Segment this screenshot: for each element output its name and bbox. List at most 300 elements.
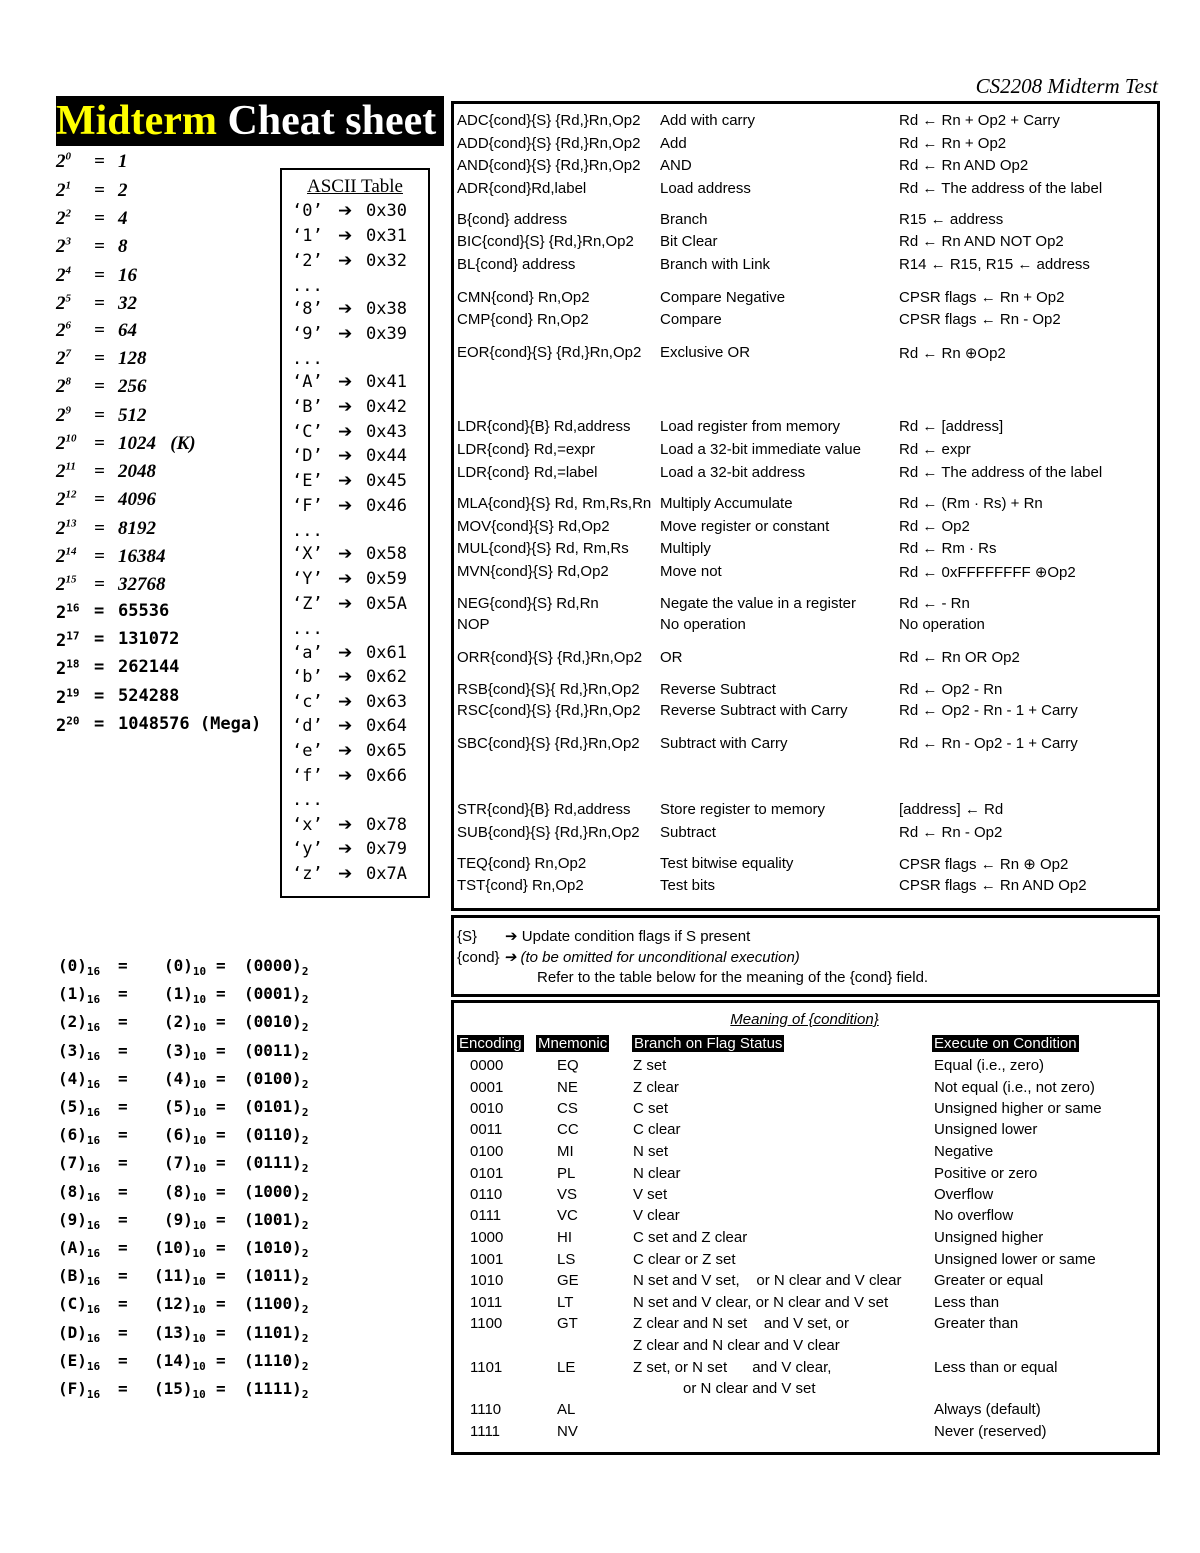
instruction-operation: Rd ← Rn AND Op2 — [899, 157, 1029, 174]
hex-value: 8 — [173, 1181, 184, 1201]
paren: ( — [164, 1125, 174, 1145]
condition-encoding: 1101 — [470, 1359, 503, 1376]
power-exponent: 12 — [65, 489, 77, 501]
paren: ( — [244, 1209, 254, 1229]
equals-sign: = — [216, 1181, 226, 1201]
arrow-icon: ➔ — [338, 815, 353, 835]
instruction-row — [0, 311, 1200, 331]
base-subscript: 2 — [301, 1049, 309, 1063]
condition-meaning: Never (reserved) — [934, 1423, 1047, 1440]
instruction-syntax: ADC{cond}{S} {Rd,}Rn,Op2 — [457, 112, 641, 129]
instruction-syntax: TEQ{cond} Rn,Op2 — [457, 855, 587, 872]
base-subscript: 16 — [86, 1359, 101, 1373]
instruction-syntax: BL{cond} address — [457, 256, 576, 273]
paren: ) — [292, 1125, 302, 1145]
paren: ( — [58, 1068, 68, 1088]
instruction-operation: Rd ← Rn + Op2 + Carry — [899, 112, 1060, 129]
ascii-char: ‘B’ — [292, 397, 323, 417]
instruction-syntax: CMN{cond} Rn,Op2 — [457, 289, 590, 306]
condition-encoding: 1110 — [470, 1401, 502, 1418]
instruction-row — [0, 233, 1200, 253]
instruction-operation: Rd ← The address of the label — [899, 180, 1103, 197]
equals-sign: = — [94, 657, 105, 677]
hex-value: 10 — [163, 1238, 183, 1257]
arrow-icon: ➔ — [338, 839, 353, 859]
equals-sign: = — [94, 546, 105, 567]
instruction-row — [0, 157, 1200, 177]
arrow-icon: ➔ — [338, 716, 353, 736]
power-value: 524288 — [118, 686, 180, 706]
condition-flag-status: Z set, or N set and V clear, — [633, 1359, 832, 1376]
paren: ) — [183, 1012, 193, 1032]
instruction-description: Exclusive OR — [660, 344, 751, 361]
paren: ( — [58, 1266, 68, 1286]
instruction-description: Bit Clear — [660, 233, 718, 250]
instruction-syntax: EOR{cond}{S} {Rd,}Rn,Op2 — [457, 344, 642, 361]
hex-value: 1 — [67, 984, 78, 1004]
condition-mnemonic: EQ — [557, 1057, 579, 1074]
power-base: $2^7$ — [56, 348, 71, 370]
equals-sign: = — [118, 984, 128, 1004]
paren: ( — [58, 1012, 68, 1032]
condition-mnemonic: GT — [557, 1315, 578, 1332]
ascii-hex: 0x61 — [366, 643, 407, 663]
hex-cell-b — [244, 956, 308, 978]
ascii-char: ‘X’ — [292, 544, 323, 564]
power-value: 256 — [118, 376, 147, 397]
instruction-description: Multiply Accumulate — [660, 495, 793, 512]
power-value: 4 — [118, 208, 128, 229]
hex-value: 5 — [173, 1097, 184, 1116]
hex-value: F — [67, 1379, 78, 1398]
condition-mnemonic: LE — [557, 1359, 576, 1376]
ascii-char: ‘c’ — [292, 692, 323, 712]
instruction-description: Load a 32-bit immediate value — [660, 441, 861, 458]
base-subscript: 2 — [301, 1218, 309, 1232]
ascii-hex: 0x79 — [366, 839, 407, 859]
equals-sign: = — [94, 405, 105, 426]
instruction-description: Test bits — [660, 877, 716, 894]
paren: ( — [154, 1294, 164, 1314]
condition-flag-status: N clear — [633, 1165, 681, 1182]
paren: ( — [164, 1012, 174, 1032]
ascii-char: ‘Z’ — [292, 594, 323, 614]
instruction-description: Add with carry — [660, 112, 756, 129]
power-exponent: 1 — [65, 180, 71, 192]
ascii-char: ... — [292, 790, 323, 810]
ascii-char: ‘9’ — [292, 324, 323, 344]
ascii-hex: 0x5A — [366, 594, 407, 614]
base-subscript: 16 — [86, 1331, 101, 1345]
paren: ) — [292, 1322, 302, 1342]
base-subscript: 10 — [192, 1388, 206, 1402]
instruction-operation: Rd ← Op2 - Rn - 1 + Carry — [899, 702, 1078, 719]
power-exponent: 0 — [65, 151, 71, 163]
base-subscript: 2 — [301, 1106, 309, 1120]
instruction-description: Store register to memory — [660, 801, 826, 818]
paren: ) — [182, 1266, 193, 1286]
hex-value: 8 — [67, 1181, 78, 1201]
header-execute-condition: Execute on Condition — [934, 1035, 1077, 1052]
paren: ) — [183, 1097, 193, 1116]
condition-row — [0, 1315, 1200, 1335]
instruction-syntax: LDR{cond}{B} Rd,address — [457, 418, 631, 435]
paren: ) — [183, 1153, 193, 1173]
instruction-description: Negate the value in a register — [660, 595, 856, 612]
instruction-operation: CPSR flags ← Rn ⊕ Op2 — [899, 856, 1069, 873]
power-exponent: 9 — [65, 405, 71, 417]
paren: ) — [77, 1294, 87, 1314]
instruction-row — [0, 595, 1200, 615]
condition-encoding: 1011 — [470, 1294, 503, 1311]
power-value: 8 — [118, 236, 128, 257]
paren: ( — [154, 1238, 164, 1257]
equals-sign: = — [118, 1350, 128, 1370]
condition-mnemonic: PL — [557, 1165, 576, 1182]
base-subscript: 10 — [192, 1275, 206, 1289]
instruction-description: Compare Negative — [660, 289, 786, 306]
ascii-char: ‘0’ — [292, 201, 323, 221]
power-value: 2 — [118, 180, 128, 201]
ascii-row — [292, 397, 407, 417]
instruction-operation: Rd ← [address] — [899, 418, 1004, 435]
instruction-description: AND — [660, 157, 692, 174]
base-subscript: 16 — [86, 1021, 101, 1035]
paren: ( — [244, 1238, 254, 1257]
condition-mnemonic: AL — [557, 1401, 576, 1418]
instruction-syntax: MVN{cond}{S} Rd,Op2 — [457, 563, 609, 580]
equals-sign: = — [94, 601, 105, 621]
instruction-syntax: LDR{cond} Rd,=label — [457, 464, 598, 481]
power-value: 16 — [118, 265, 137, 286]
base-subscript: 10 — [192, 1303, 206, 1317]
paren: ) — [182, 1322, 193, 1342]
cond-refer-note: Refer to the table below for the meaning of the {cond} field. — [537, 969, 929, 986]
paren: ) — [182, 1294, 193, 1314]
instruction-description: Load register from memory — [660, 418, 841, 435]
power-exponent: 4 — [65, 265, 71, 277]
paren: ) — [77, 1068, 87, 1088]
base-subscript: 10 — [192, 1331, 206, 1345]
equals-sign: = — [94, 629, 105, 649]
arrow-icon: ➔ — [338, 741, 353, 761]
equals-sign: = — [216, 1209, 226, 1229]
instruction-syntax: B{cond} address — [457, 211, 568, 228]
power-value: 32 — [118, 293, 137, 314]
condition-flag-status: N set and V set, or N clear and V clear — [633, 1272, 902, 1289]
hex-value: 1010 — [253, 1238, 293, 1257]
equals-sign: = — [94, 518, 105, 539]
equals-sign: = — [118, 1068, 128, 1088]
power-value: 1024 (K) — [118, 433, 196, 454]
paren: ) — [77, 1040, 87, 1060]
base-subscript: 16 — [86, 1218, 101, 1232]
condition-encoding: 1111 — [470, 1423, 501, 1440]
paren: ) — [77, 1350, 87, 1370]
condition-mnemonic: MI — [557, 1143, 574, 1160]
ascii-char: ‘C’ — [292, 422, 323, 442]
power-value: 16384 — [118, 546, 166, 567]
instruction-operation: Rd ← Rn AND NOT Op2 — [899, 233, 1064, 250]
base-subscript: 2 — [301, 993, 309, 1007]
instruction-row — [0, 681, 1200, 701]
base-subscript: 2 — [301, 1077, 309, 1091]
paren: ) — [77, 1097, 87, 1116]
power-value: 32768 — [118, 574, 166, 595]
hex-value: 3 — [67, 1040, 78, 1060]
paren: ( — [58, 1097, 68, 1116]
paren: ) — [183, 1040, 193, 1060]
instruction-row — [0, 495, 1200, 515]
paren: ( — [244, 1153, 254, 1173]
paren: ) — [77, 1209, 87, 1229]
ascii-row — [292, 372, 407, 392]
power-exponent: 14 — [65, 546, 77, 558]
power-base: $2^1$ — [56, 180, 71, 202]
instruction-operation: Rd ← Rm · Rs — [899, 540, 997, 557]
instruction-description: Compare — [660, 311, 722, 328]
equals-sign: = — [216, 1040, 226, 1060]
instruction-syntax: SBC{cond}{S} {Rd,}Rn,Op2 — [457, 735, 640, 752]
condition-meaning: Positive or zero — [934, 1165, 1038, 1182]
arrow-icon: ➔ — [338, 594, 353, 614]
paren: ) — [183, 956, 193, 975]
paren: ( — [244, 1379, 254, 1398]
paren: ) — [292, 1012, 302, 1032]
base-subscript: 10 — [192, 1190, 207, 1204]
base-subscript: 10 — [192, 1134, 207, 1148]
condition-meaning: Not equal (i.e., not zero) — [934, 1079, 1095, 1096]
paren: ( — [244, 984, 254, 1004]
instruction-description: Branch — [660, 211, 708, 228]
header-mnemonic: Mnemonic — [538, 1035, 608, 1052]
condition-row — [0, 1229, 1200, 1249]
hex-value: 0110 — [253, 1125, 293, 1145]
condition-row — [0, 1100, 1200, 1120]
ascii-hex: 0x63 — [366, 692, 407, 712]
paren: ( — [164, 1097, 174, 1116]
hex-value: 12 — [163, 1294, 183, 1314]
ascii-char: ‘z’ — [292, 864, 323, 884]
hex-value: 0100 — [253, 1068, 293, 1088]
instruction-syntax: STR{cond}{B} Rd,address — [457, 801, 631, 818]
ascii-char: ‘2’ — [292, 251, 323, 271]
condition-meaning: Overflow — [934, 1186, 994, 1203]
power-exponent: 2 — [65, 208, 71, 220]
instruction-syntax: LDR{cond} Rd,=expr — [457, 441, 596, 458]
ascii-char: ... — [292, 349, 323, 369]
arrow-icon: ➔ — [338, 226, 353, 246]
paren: ) — [182, 1350, 193, 1370]
paren: ( — [58, 1322, 68, 1342]
instruction-row — [0, 256, 1200, 276]
paren: ) — [292, 1209, 302, 1229]
equals-sign: = — [94, 265, 105, 286]
base-subscript: 10 — [192, 1218, 207, 1232]
power-exponent: 17 — [66, 629, 80, 642]
hex-value: 1100 — [253, 1294, 293, 1314]
condition-flag-status: C set and Z clear — [633, 1229, 748, 1246]
equals-sign: = — [216, 1238, 226, 1257]
paren: ( — [244, 1068, 254, 1088]
paren: ) — [183, 1125, 193, 1145]
instruction-description: Reverse Subtract — [660, 681, 776, 698]
equals-sign: = — [118, 1040, 128, 1060]
hex-value: 2 — [67, 1012, 78, 1032]
paren: ( — [244, 1266, 254, 1286]
equals-sign: = — [216, 956, 226, 975]
power-exponent: 18 — [66, 657, 80, 670]
cond-flag-label: {cond} — [457, 949, 500, 966]
instruction-syntax: NEG{cond}{S} Rd,Rn — [457, 595, 599, 612]
instruction-row — [0, 518, 1200, 538]
ascii-char: ‘b’ — [292, 667, 323, 687]
instruction-row — [0, 418, 1200, 438]
ascii-char: ‘8’ — [292, 299, 323, 319]
power-value: 64 — [118, 320, 137, 341]
arrow-icon: ➔ — [338, 667, 353, 687]
cond-flag-note — [457, 948, 800, 966]
paren: ( — [164, 1181, 174, 1201]
instruction-syntax: ORR{cond}{S} {Rd,}Rn,Op2 — [457, 649, 643, 666]
power-exponent: 5 — [65, 293, 71, 305]
equals-sign: = — [118, 1294, 128, 1314]
condition-encoding: 1010 — [470, 1272, 504, 1289]
instruction-row — [0, 702, 1200, 722]
condition-mnemonic: CC — [557, 1121, 579, 1138]
condition-mnemonic: NE — [557, 1079, 578, 1096]
base-subscript: 2 — [301, 1388, 309, 1402]
instruction-syntax: ADD{cond}{S} {Rd,}Rn,Op2 — [457, 135, 641, 152]
equals-sign: = — [94, 208, 105, 229]
ascii-hex: 0x44 — [366, 446, 407, 466]
ascii-row — [292, 766, 407, 786]
power-value: 262144 — [118, 657, 180, 677]
power-base: $2^4$ — [56, 265, 71, 287]
instruction-description: Multiply — [660, 540, 711, 557]
instruction-syntax: MOV{cond}{S} Rd,Op2 — [457, 518, 610, 535]
equals-sign: = — [94, 489, 105, 510]
arrow-icon: ➔ — [338, 324, 353, 344]
condition-mnemonic: VS — [557, 1186, 578, 1203]
hex-value: 3 — [173, 1040, 184, 1060]
hex-value: 0 — [67, 956, 78, 975]
hex-value: 1000 — [253, 1181, 293, 1201]
instruction-syntax: ADR{cond}Rd,label — [457, 180, 587, 197]
ascii-hex: 0x43 — [366, 422, 407, 442]
base-subscript: 2 — [301, 1190, 309, 1204]
paren: ( — [58, 1153, 68, 1173]
instruction-row — [0, 540, 1200, 560]
instruction-row — [0, 877, 1200, 897]
paren: ( — [58, 1294, 68, 1314]
power-exponent: 11 — [65, 461, 76, 473]
equals-sign: = — [118, 1266, 128, 1286]
condition-meaning: Unsigned higher or same — [934, 1100, 1102, 1117]
power-base: $2^{12}$ — [56, 489, 77, 511]
power-value: 2048 — [118, 461, 156, 482]
condition-encoding: 1000 — [470, 1229, 504, 1246]
paren: ) — [292, 1040, 302, 1060]
hex-value: 5 — [67, 1097, 78, 1116]
paren: ( — [154, 1266, 164, 1286]
condition-meaning: Negative — [934, 1143, 994, 1160]
paren: ( — [244, 1125, 254, 1145]
paren: ) — [77, 956, 87, 975]
condition-mnemonic: HI — [557, 1229, 572, 1246]
power-base: $2^{14}$ — [56, 546, 77, 568]
equals-sign: = — [94, 293, 105, 314]
condition-mnemonic: LT — [557, 1294, 574, 1311]
header-course-title: CS2208 Midterm Test — [975, 74, 1158, 98]
condition-encoding: 0101 — [470, 1165, 504, 1182]
paren: ( — [58, 1181, 68, 1201]
condition-row — [0, 1079, 1200, 1099]
ascii-char: ‘E’ — [292, 471, 323, 491]
instruction-operation: CPSR flags ← Rn - Op2 — [899, 311, 1061, 328]
equals-sign: = — [216, 1294, 226, 1314]
instruction-description: Load address — [660, 180, 751, 197]
condition-row — [0, 1207, 1200, 1227]
base-subscript: 16 — [86, 965, 101, 979]
base-subscript: 10 — [192, 1049, 207, 1063]
base-subscript: 2 — [301, 1331, 309, 1345]
paren: ( — [58, 1040, 68, 1060]
ascii-char: ‘y’ — [292, 839, 323, 859]
equals-sign: = — [94, 348, 105, 369]
ascii-char: ‘Y’ — [292, 569, 323, 589]
paren: ) — [77, 1181, 87, 1201]
title-highlight: Midterm — [56, 98, 217, 144]
power-base: $2^3$ — [56, 236, 71, 258]
hex-cell-h — [58, 984, 100, 1006]
instruction-row — [0, 289, 1200, 309]
instruction-operation: Rd ← Rn OR Op2 — [899, 649, 1020, 666]
base-subscript: 10 — [192, 965, 207, 979]
base-subscript: 10 — [192, 1247, 206, 1261]
condition-flag-status: C clear or Z set — [633, 1251, 736, 1268]
instruction-row — [0, 735, 1200, 755]
paren: ) — [77, 1125, 87, 1145]
equals-sign: = — [94, 714, 105, 734]
paren: ) — [292, 956, 302, 975]
equals-sign: = — [94, 433, 105, 454]
power-value: 512 — [118, 405, 147, 426]
hex-value: 11 — [163, 1266, 183, 1286]
ascii-char: ... — [292, 521, 323, 541]
arrow-icon: ➔ — [338, 569, 353, 589]
hex-cell-h — [58, 1012, 100, 1034]
base-subscript: 16 — [86, 1388, 101, 1402]
base-subscript: 16 — [86, 1134, 101, 1148]
instruction-operation: Rd ← The address of the label — [899, 464, 1103, 481]
paren: ) — [77, 984, 87, 1004]
paren: ( — [244, 1350, 254, 1370]
ascii-char: ‘f’ — [292, 766, 323, 786]
instruction-row — [0, 112, 1200, 132]
condition-encoding: 0111 — [470, 1207, 502, 1224]
paren: ( — [244, 1294, 254, 1314]
base-subscript: 10 — [192, 1359, 206, 1373]
equals-sign: = — [216, 1379, 226, 1398]
ascii-char: ‘1’ — [292, 226, 323, 246]
power-value: 131072 — [118, 629, 180, 649]
ascii-char: ... — [292, 276, 323, 296]
instruction-description: Reverse Subtract with Carry — [660, 702, 848, 719]
paren: ) — [182, 1238, 193, 1257]
power-value: 8192 — [118, 518, 156, 539]
hex-value: 0011 — [253, 1040, 293, 1060]
